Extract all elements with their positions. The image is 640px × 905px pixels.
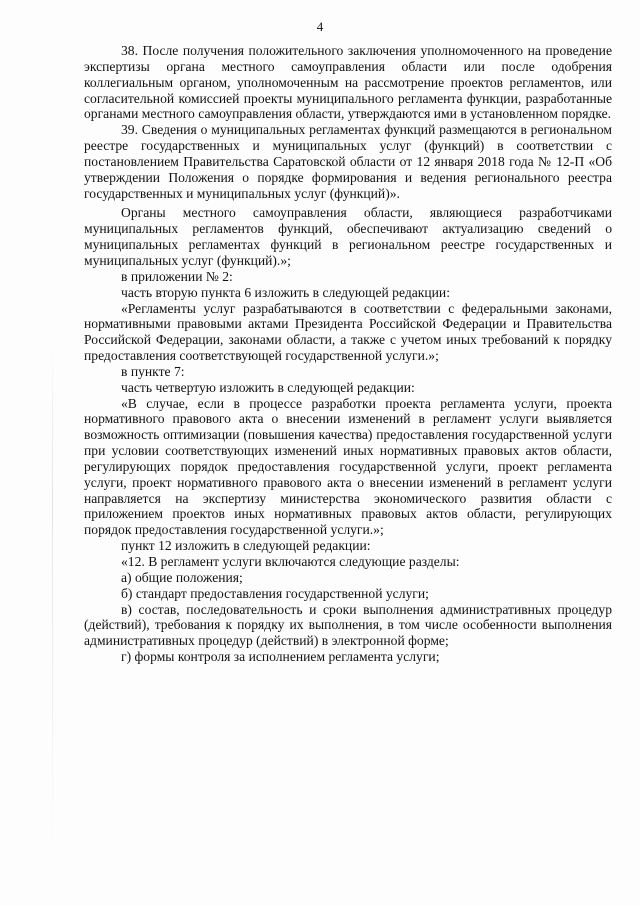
scan-artifact-line — [52, 330, 53, 890]
paragraph-organs: Органы местного самоуправления области, являющиеся разработчиками муниципальных регламентов функций, обеспечивают актуализацию сведений о муниципальных регламентах функций в региональном реестре государственных и муниципальных услуг (функций).»; — [84, 205, 612, 268]
list-item-v: в) состав, последовательность и сроки выполнения административных процедур (действий), требования к порядку их выполнения, в том числе особенности выполнения административных процедур (действий) в электронной форме; — [84, 601, 612, 649]
list-item-b: б) стандарт предоставления государственной услуги; — [121, 585, 429, 601]
paragraph-item-7: в пункте 7: — [121, 363, 185, 379]
paragraph-part-four: часть четвертую изложить в следующей редакции: — [121, 379, 415, 395]
paragraph-sections-intro: «12. В регламент услуги включаются следующие разделы: — [121, 554, 460, 569]
paragraph-39: 39. Сведения о муниципальных регламентах функций размещаются в региональном реестре государственных и муниципальных услуг (функций) в соответствии с постановлением Правительства Саратовской области от 12 января 2018 года № 12-П «Об утверждении Положения о порядке формирования и ведения регионального реестра государственных и муниципальных услуг (функций)». — [84, 122, 612, 201]
paragraph-appendix-2: в приложении № 2: — [121, 268, 233, 284]
document-body — [84, 43, 612, 665]
list-item-g: г) формы контроля за исполнением регламента услуги; — [121, 649, 440, 665]
paragraph-reglaments-quote: «Регламенты услуг разрабатываются в соответствии с федеральными законами, нормативными правовыми актами Президента Российской Федерации и Правительства Российской Федерации, законами области, а также с учетом иных требований к порядку предоставления соответствующей государственной услуги.»; — [84, 300, 612, 364]
page-number: 4 — [316, 19, 324, 34]
paragraph-38: 38. После получения положительного заключения уполномоченного на проведение экспертизы органа местного самоуправления области или после одобрения коллегиальным органом, уполномоченным на рассмотрение проектов регламентов, или согласительной комиссией проекты муниципального регламента функции, разработанные органами местного самоуправления области, утверждаются ими в установленном порядке. — [84, 43, 612, 122]
list-item-a: а) общие положения; — [121, 569, 243, 585]
paragraph-part-two-item-6: часть вторую пункта 6 изложить в следующей редакции: — [121, 284, 450, 300]
paragraph-optimization-quote: «В случае, если в процессе разработки проекта регламента услуги, проекта нормативного правового акта о внесении изменений в регламент услуги выявляется возможность оптимизации (повышения качества) предоставления государственной услуги при условии соответствующих изменений иных нормативных правовых актов области, регулирующих порядок предоставления государственной услуги, проект регламента услуги, проект нормативного правового акта о внесении изменений в регламент услуги направляется на экспертизу министерства экономического развития области с приложением проектов иных нормативных правовых актов области, регулирующих порядок предоставления государственной услуги.»; — [84, 395, 612, 538]
paragraph-item-12: пункт 12 изложить в следующей редакции: — [121, 538, 371, 554]
